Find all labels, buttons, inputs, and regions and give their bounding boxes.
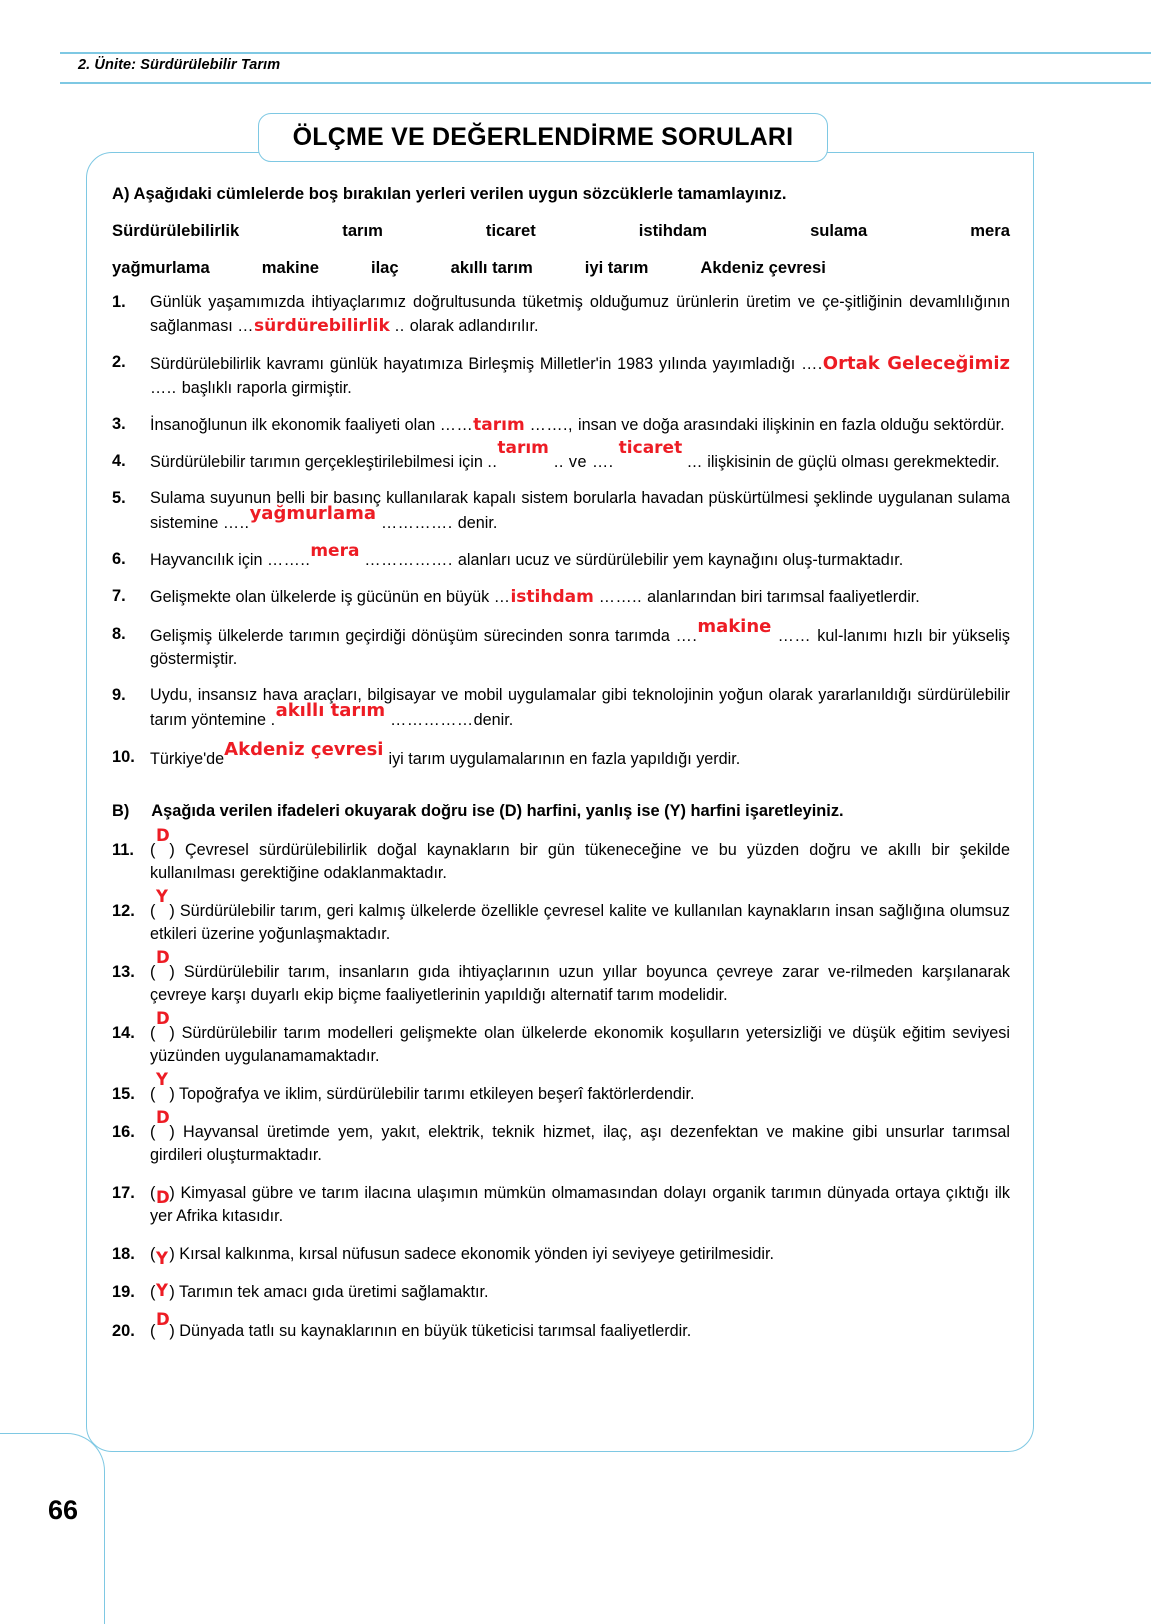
question-text: Çevresel sürdürülebilirlik doğal kaynakların bir gün tükeneceğine ve bu yüzden doğru ve akıllı bir şekilde kullanılması gerektiğine odaklanmaktadır. [150, 840, 1011, 882]
question-number: 3. [112, 414, 126, 433]
page-number: 66 [48, 1495, 79, 1525]
word-bank-item: Sürdürülebilirlik [112, 220, 240, 240]
question-body [150, 1008, 1010, 1068]
answer-parenthesis: ( D ) [150, 825, 175, 859]
question-text: Hayvansal üretimde yem, yakıt, elektrik, teknik hizmet, ilaç, aşı dezenfektan ve makine gibi unsurlar tarımsal girdileri oluşturmaktadır. [150, 1123, 1011, 1165]
true-false-question [112, 1182, 1010, 1228]
student-answer-2: ticaret [618, 437, 683, 458]
fill-in-question [112, 351, 1010, 400]
question-number: 6. [112, 550, 126, 569]
question-text-before: Hayvancılık için [150, 551, 267, 570]
title-pill [258, 113, 828, 162]
answer-parenthesis: ( D ) [150, 947, 175, 981]
question-body [150, 291, 1010, 338]
question-body [150, 413, 1010, 437]
question-text: Kırsal kalkınma, kırsal nüfusun sadece ekonomik yönden iyi seviyeye getirilmesidir. [179, 1245, 774, 1264]
worksheet-body [112, 182, 1010, 1343]
question-body [150, 541, 1010, 572]
word-bank-item: ilaç [370, 257, 399, 277]
student-mark: Y [156, 1069, 168, 1089]
true-false-question [112, 1008, 1010, 1068]
answer-parenthesis: ( D ) [150, 1108, 175, 1142]
student-answer: istihdam [510, 587, 594, 608]
fill-in-question [112, 437, 1010, 474]
question-number: 14. [112, 1023, 135, 1042]
blank-dots: …….. [266, 551, 311, 570]
question-number: 18. [112, 1245, 135, 1264]
question-number: 1. [112, 292, 126, 311]
question-number: 16. [112, 1123, 135, 1142]
true-false-question [112, 1108, 1011, 1167]
question-number: 10. [112, 747, 135, 766]
fill-in-question [112, 585, 1010, 609]
fill-in-question [112, 684, 1010, 733]
question-number: 2. [112, 353, 126, 372]
question-text-after: alanlarından biri tarımsal faaliyetlerdir. [647, 588, 920, 607]
word-bank-item: sulama [810, 220, 868, 240]
question-text-before: Uydu, insansız hava araçları, bilgisayar ve mobil uygulamalar gibi teknolojinin yoğun olarak yararlanıldığı sürdürülebilir tarım yöntemine [150, 686, 1010, 730]
question-text-after: denir. [457, 513, 498, 532]
student-answer: makine [697, 615, 772, 637]
question-text-after: kul-lanımı hızlı bir yükseliş göstermiştir. [150, 626, 1010, 669]
question-text-after: ilişkisinin de güçlü olması gerekmektedir. [707, 452, 1000, 471]
question-text-before: Sürdürülebilirlik kavramı günlük hayatımıza Birleşmiş Milletler'in 1983 yılında yayımladığı [150, 355, 802, 374]
question-text: Sürdürülebilir tarım, insanların gıda ihtiyaçlarının uzun yıllar boyunca çevreye zarar ve-rilmeden karşılanarak çevreye karşı duyarlı ekip biçme faaliyetlerinin yapıldığı alternatif tarım modelidir. [150, 962, 1010, 1004]
question-text-before: Türkiye'de [150, 749, 225, 768]
blank-dots: .. [487, 452, 498, 471]
question-body [150, 947, 1010, 1007]
question-body [150, 351, 1010, 400]
running-header-label: 2. Ünite: Sürdürülebilir Tarım [78, 57, 281, 73]
word-bank-item: mera [970, 220, 1010, 240]
student-mark: D [156, 1188, 170, 1208]
word-bank-item: akıllı tarım [450, 257, 533, 277]
blank-dots: ….. [222, 513, 250, 532]
blank-dots: …. [801, 355, 823, 374]
blank-dots: .. ve …. [548, 452, 619, 471]
question-body [150, 1069, 1010, 1106]
question-number: 15. [112, 1084, 135, 1103]
header-rule-bottom [60, 82, 1151, 84]
blank-dots: ….. [150, 378, 182, 397]
word-bank-item: makine [261, 257, 319, 277]
fill-in-question [112, 487, 1010, 536]
true-false-question [112, 886, 1010, 946]
true-false-question [112, 1069, 1010, 1106]
question-body [150, 585, 1010, 609]
word-bank-item: Akdeniz çevresi [700, 257, 826, 277]
blank-dots: .. [389, 316, 410, 335]
question-text: Sürdürülebilir tarım modelleri gelişmekte olan ülkelerde ekonomik koşulların yetersizliği ve düşük eğitim seviyesi yüzünden uygulanamamaktadır. [150, 1023, 1010, 1065]
question-text-after: iyi tarım uygulamalarının en fazla yapıldığı yerdir. [388, 749, 741, 768]
answer-parenthesis: ( Y ) [150, 886, 175, 920]
true-false-question [112, 1243, 1010, 1269]
word-bank-item: istihdam [638, 220, 708, 240]
question-text-after: başlıklı raporla girmiştir. [181, 378, 352, 397]
question-body [150, 1243, 1010, 1269]
student-mark: D [156, 947, 170, 967]
section-b-heading [112, 799, 1010, 824]
student-mark: Y [156, 1281, 168, 1301]
question-text-after: olarak adlandırılır. [409, 316, 539, 335]
blank-dots: ……., [524, 415, 579, 434]
student-answer: Ortak Geleceğimiz [822, 353, 1010, 375]
question-body [150, 1309, 1010, 1343]
question-body [150, 487, 1010, 536]
question-body [150, 1182, 1010, 1228]
student-answer: tarım [497, 437, 549, 458]
question-number: 17. [112, 1184, 135, 1203]
header-rule-top [60, 52, 1151, 54]
fill-in-question [112, 541, 1010, 572]
word-bank-item: yağmurlama [112, 257, 210, 277]
question-text-before: Sulama suyunun belli bir basınç kullanılarak kapalı sistem borularla havadan püskürtülmesi şeklinde uygulanan sulama sistemine [150, 488, 1010, 532]
answer-parenthesis: ( D ) [150, 1309, 175, 1340]
student-mark: Y [156, 886, 168, 906]
true-false-question [112, 1281, 1010, 1304]
student-mark: Y [156, 1249, 168, 1269]
question-number: 19. [112, 1283, 135, 1302]
question-text-before: Günlük yaşamımızda ihtiyaçlarımız doğrultusunda tüketmiş olduğumuz ürünlerin üretim ve çe-şitliğinin devamlılığının sağlanması [150, 292, 1010, 335]
blank-dots: …………… [385, 711, 474, 730]
blank-dots: …….. [593, 588, 648, 607]
question-number: 8. [112, 624, 126, 643]
question-text-before: İnsanoğlunun ilk ekonomik faaliyeti olan [150, 415, 440, 434]
question-body [150, 825, 1011, 885]
section-b-label: B) [112, 802, 130, 821]
question-text: Dünyada tatlı su kaynaklarının en büyük tüketicisi tarımsal faaliyetlerdir. [179, 1321, 692, 1340]
question-number: 5. [112, 488, 126, 507]
answer-parenthesis: ( D ) [150, 1182, 175, 1205]
fill-in-question [112, 413, 1010, 437]
word-bank-row-2 [112, 258, 1010, 278]
blank-dots: … [493, 588, 511, 607]
question-text-before: Gelişmiş ülkelerde tarımın geçirdiği dönüşüm sürecinden sonra tarımda [150, 626, 676, 645]
answer-parenthesis: ( Y ) [150, 1281, 175, 1302]
word-bank-row-1 [112, 221, 1010, 241]
question-body [150, 615, 1010, 672]
fill-in-question [112, 291, 1010, 338]
question-body [150, 738, 1010, 772]
section-a-heading: A) Aşağıdaki cümlelerde boş bırakılan yerleri verilen uygun sözcüklerle tamamlayınız. [112, 184, 787, 203]
question-body [150, 684, 1010, 733]
question-text-before: Sürdürülebilir tarımın gerçekleştirilebilmesi için [150, 452, 488, 471]
question-text: Kimyasal gübre ve tarım ilacına ulaşımın mümkün olmamasından dolayı organik tarımın dünyada ortaya çıktığı ilk yer Afrika kıtasıdır. [150, 1184, 1010, 1226]
blank-dots: ... [682, 452, 708, 471]
student-mark: D [156, 1309, 170, 1329]
fill-in-question [112, 615, 1010, 672]
student-answer: tarım [473, 414, 525, 435]
question-number: 7. [112, 587, 126, 606]
question-body [150, 1281, 1010, 1304]
question-number: 20. [112, 1321, 135, 1340]
blank-dots: . [270, 711, 276, 730]
question-body [150, 886, 1010, 946]
word-bank-item: iyi tarım [584, 257, 649, 277]
question-text-before: Gelişmekte olan ülkelerde iş gücünün en büyük [150, 588, 494, 607]
word-bank-item: tarım [342, 220, 383, 240]
question-text-after: insan ve doğa arasındaki ilişkinin en fazla olduğu sektördür. [578, 415, 1005, 434]
answer-parenthesis: ( Y ) [150, 1069, 175, 1103]
page-number-corner-frame [0, 1433, 105, 1624]
question-body [150, 437, 1010, 474]
blank-dots: … [237, 316, 254, 335]
blank-dots: …… [439, 415, 474, 434]
question-text: Sürdürülebilir tarım, geri kalmış ülkelerde özellikle çevresel kalite ve kullanılan kaynakların insan sağlığına olumsuz etkileri üzerine yoğunlaşmaktadır. [150, 901, 1010, 943]
blank-dots: …… [771, 626, 818, 645]
question-text-after: denir. [473, 711, 514, 730]
answer-parenthesis: ( Y ) [150, 1243, 175, 1266]
answer-parenthesis: ( D ) [150, 1008, 175, 1042]
student-answer: akıllı tarım [275, 700, 386, 722]
true-false-question [112, 947, 1010, 1007]
page-title: ÖLÇME VE DEĞERLENDİRME SORULARI [292, 123, 794, 151]
question-number: 12. [112, 901, 135, 920]
student-answer: yağmurlama [249, 502, 376, 524]
blank-dots: ……………. [359, 551, 458, 570]
student-answer: Akdeniz çevresi [224, 738, 384, 760]
student-mark: D [156, 1008, 170, 1028]
section-b-heading-text: Aşağıda verilen ifadeleri okuyarak doğru ise (D) harfini, yanlış ise (Y) harfini işaretleyiniz. [151, 802, 844, 821]
question-number: 4. [112, 451, 126, 470]
blank-dots: …………. [376, 513, 458, 532]
true-false-question [112, 825, 1011, 885]
question-number: 9. [112, 686, 126, 705]
student-answer: sürdürebilirlik [253, 315, 390, 336]
question-text: Topoğrafya ve iklim, sürdürülebilir tarımı etkileyen beşerî faktörlerdendir. [179, 1084, 695, 1103]
fill-in-question [112, 738, 1010, 772]
question-number: 13. [112, 962, 135, 981]
running-header [0, 52, 1151, 84]
true-false-question [112, 1309, 1010, 1343]
question-text: Tarımın tek amacı gıda üretimi sağlamaktır. [179, 1283, 489, 1302]
question-text-after: alanları ucuz ve sürdürülebilir yem kaynağını oluş-turmaktadır. [457, 551, 904, 570]
student-mark: D [156, 1108, 170, 1128]
blank-dots: …. [675, 626, 698, 645]
student-mark: D [156, 825, 170, 845]
student-answer: mera [310, 541, 360, 562]
word-bank-item: ticaret [485, 220, 536, 240]
question-body [150, 1108, 1011, 1167]
question-number: 11. [112, 840, 134, 859]
